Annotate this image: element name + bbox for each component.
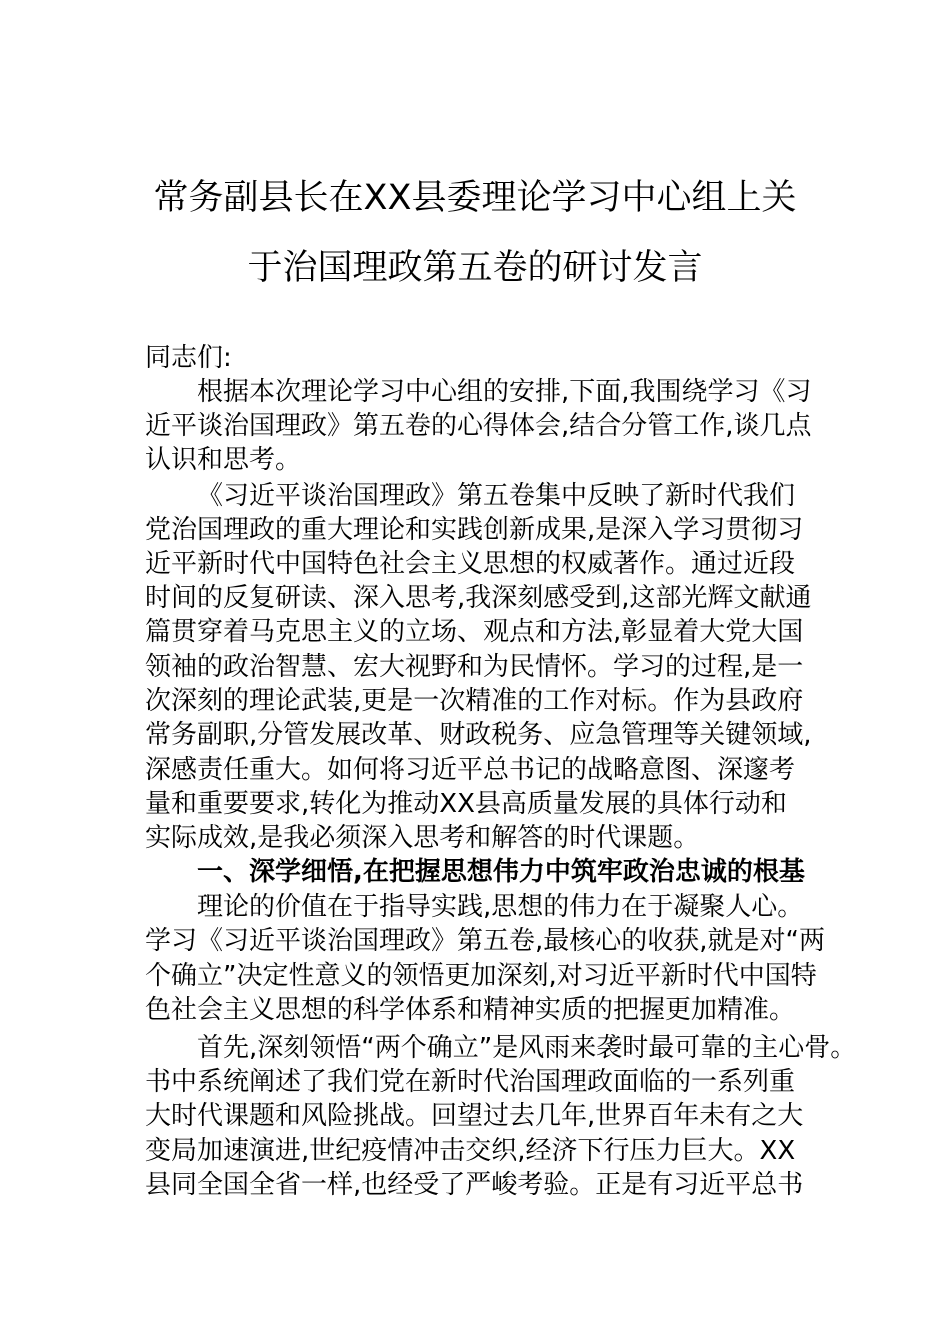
paragraph-line: 根据本次理论学习中心组的安排,下面,我围绕学习《习 <box>197 377 812 407</box>
paragraph-line: 领袖的政治智慧、宏大视野和为民情怀。学习的过程,是一 <box>145 652 804 682</box>
paragraph-line: 近平新时代中国特色社会主义思想的权威著作。通过近段 <box>145 549 796 579</box>
paragraph-line: 党治国理政的重大理论和实践创新成果,是深入学习贯彻习 <box>145 515 804 545</box>
salutation: 同志们: <box>145 343 232 373</box>
paragraph-line: 《习近平谈治国理政》第五卷集中反映了新时代我们 <box>197 481 796 511</box>
paragraph-line: 个确立”决定性意义的领悟更加深刻,对习近平新时代中国特 <box>145 961 817 991</box>
paragraph-line: 首先,深刻领悟“两个确立”是风雨来袭时最可靠的主心骨。 <box>197 1033 857 1063</box>
paragraph-line: 深感责任重大。如何将习近平总书记的战略意图、深邃考 <box>145 755 796 785</box>
document-title-line-1: 常务副县长在XX县委理论学习中心组上关 <box>153 178 797 218</box>
paragraph-line: 篇贯穿着马克思主义的立场、观点和方法,彰显着大党大国 <box>145 617 804 647</box>
paragraph-line: 变局加速演进,世纪疫情冲击交织,经济下行压力巨大。XX <box>145 1136 796 1166</box>
paragraph-line: 书中系统阐述了我们党在新时代治国理政面临的一系列重 <box>145 1067 796 1097</box>
paragraph-line: 县同全国全省一样,也经受了严峻考验。正是有习近平总书 <box>145 1170 804 1200</box>
document-title-line-2: 于治国理政第五卷的研讨发言 <box>247 248 703 288</box>
paragraph-line: 次深刻的理论武装,更是一次精准的工作对标。作为县政府 <box>145 686 804 716</box>
paragraph-line: 大时代课题和风险挑战。回望过去几年,世界百年未有之大 <box>145 1101 804 1131</box>
paragraph-line: 认识和思考。 <box>145 445 302 475</box>
paragraph-line: 色社会主义思想的科学体系和精神实质的把握更加精准。 <box>145 995 796 1025</box>
paragraph-line: 理论的价值在于指导实践,思想的伟力在于凝聚人心。 <box>197 892 804 922</box>
paragraph-line: 常务副职,分管发展改革、财政税务、应急管理等关键领域, <box>145 720 812 750</box>
paragraph-line: 学习《习近平谈治国理政》第五卷,最核心的收获,就是对“两 <box>145 926 825 956</box>
paragraph-line: 近平谈治国理政》第五卷的心得体会,结合分管工作,谈几点 <box>145 411 812 441</box>
paragraph-line: 量和重要要求,转化为推动XX县高质量发展的具体行动和 <box>145 789 787 819</box>
section-heading: 一、深学细悟,在把握思想伟力中筑牢政治忠诚的根基 <box>197 857 805 887</box>
paragraph-line: 实际成效,是我必须深入思考和解答的时代课题。 <box>145 823 700 853</box>
paragraph-line: 时间的反复研读、深入思考,我深刻感受到,这部光辉文献通 <box>145 583 812 613</box>
